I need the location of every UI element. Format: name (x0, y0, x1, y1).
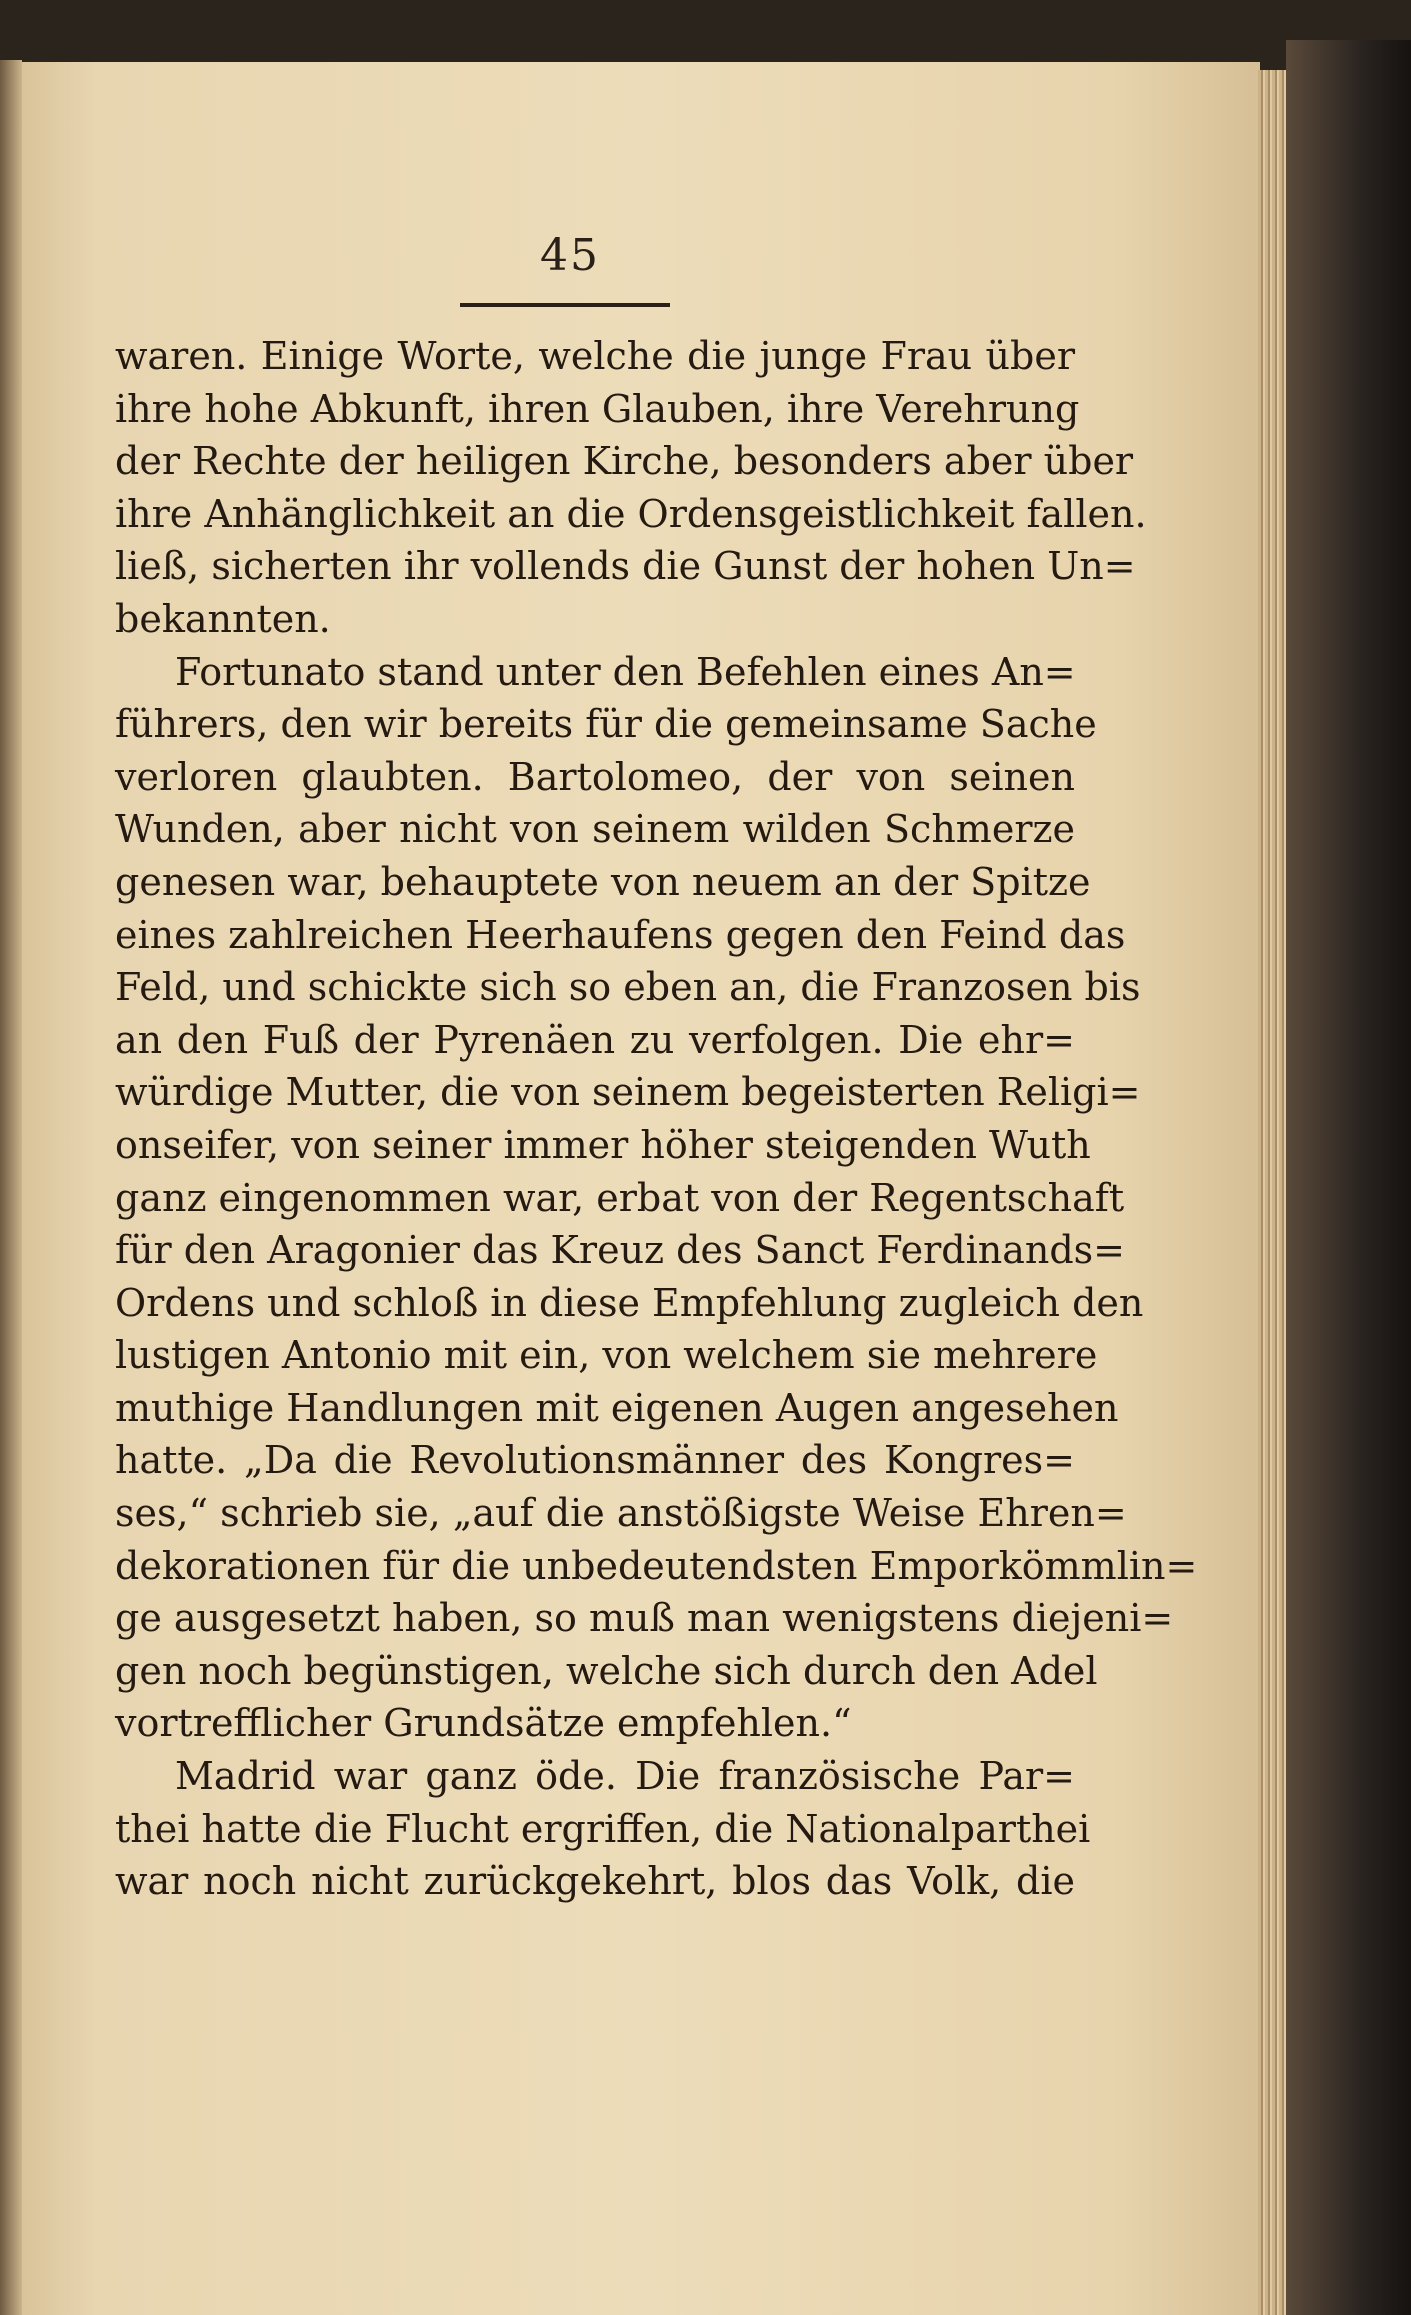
page-number: 45 (540, 230, 600, 281)
text-line: führers, den wir bereits für die gemeinsame Sache (115, 702, 1097, 747)
header-rule (460, 303, 670, 307)
text-line: würdige Mutter, die von seinem begeisterten Religi= (115, 1070, 1141, 1115)
text-line: an den Fuß der Pyrenäen zu verfolgen. Die ehr= (115, 1017, 1075, 1062)
text-line: lustigen Antonio mit ein, von welchem sie mehrere (115, 1333, 1098, 1378)
text-line: Wunden, aber nicht von seinem wilden Schmerze (115, 807, 1075, 852)
text-line: gen noch begünstigen, welche sich durch den Adel (115, 1648, 1098, 1693)
facing-page-edge (0, 60, 22, 2315)
text-line: verloren glaubten. Bartolomeo, der von seinen (115, 754, 1075, 799)
text-line: onseifer, von seiner immer höher steigenden Wuth (115, 1122, 1091, 1167)
text-line: bekannten. (115, 596, 331, 641)
text-line: vortrefflicher Grundsätze empfehlen.“ (115, 1701, 852, 1746)
text-line: ganz eingenommen war, erbat von der Regentschaft (115, 1175, 1125, 1220)
text-line: war noch nicht zurückgekehrt, blos das Volk, die (115, 1859, 1075, 1904)
body-text (115, 330, 1198, 1908)
page-header (420, 230, 720, 281)
text-line: muthige Handlungen mit eigenen Augen angesehen (115, 1385, 1119, 1430)
text-line: ließ, sicherten ihr vollends die Gunst der hohen Un= (115, 544, 1136, 589)
text-line: thei hatte die Flucht ergriffen, die Nationalparthei (115, 1806, 1091, 1851)
text-line: hatte. „Da die Revolutionsmänner des Kongres= (115, 1438, 1075, 1483)
text-line: eines zahlreichen Heerhaufens gegen den Feind das (115, 912, 1126, 957)
text-line: für den Aragonier das Kreuz des Sanct Ferdinands= (115, 1228, 1126, 1273)
text-line: genesen war, behauptete von neuem an der Spitze (115, 859, 1091, 904)
text-line: der Rechte der heiligen Kirche, besonders aber über (115, 439, 1134, 484)
text-line: Feld, und schickte sich so eben an, die Franzosen bis (115, 965, 1141, 1010)
book-cover (1286, 40, 1411, 2315)
text-line: waren. Einige Worte, welche die junge Frau über (115, 334, 1075, 378)
text-line: ihre hohe Abkunft, ihren Glauben, ihre Verehrung (115, 386, 1080, 431)
text-line: Ordens und schloß in diese Empfehlung zugleich den (115, 1280, 1144, 1325)
text-line: Madrid war ganz öde. Die französische Par= (175, 1754, 1075, 1799)
text-line: ses,“ schrieb sie, „auf die anstößigste Weise Ehren= (115, 1491, 1127, 1536)
text-line: dekorationen für die unbedeutendsten Emporkömmlin= (115, 1543, 1198, 1588)
page-fore-edge (1258, 70, 1286, 2315)
text-line: ge ausgesetzt haben, so muß man wenigstens diejeni= (115, 1596, 1174, 1641)
text-line: Fortunato stand unter den Befehlen eines An= (175, 649, 1076, 694)
text-line: ihre Anhänglichkeit an die Ordensgeistlichkeit fallen. (115, 491, 1147, 536)
